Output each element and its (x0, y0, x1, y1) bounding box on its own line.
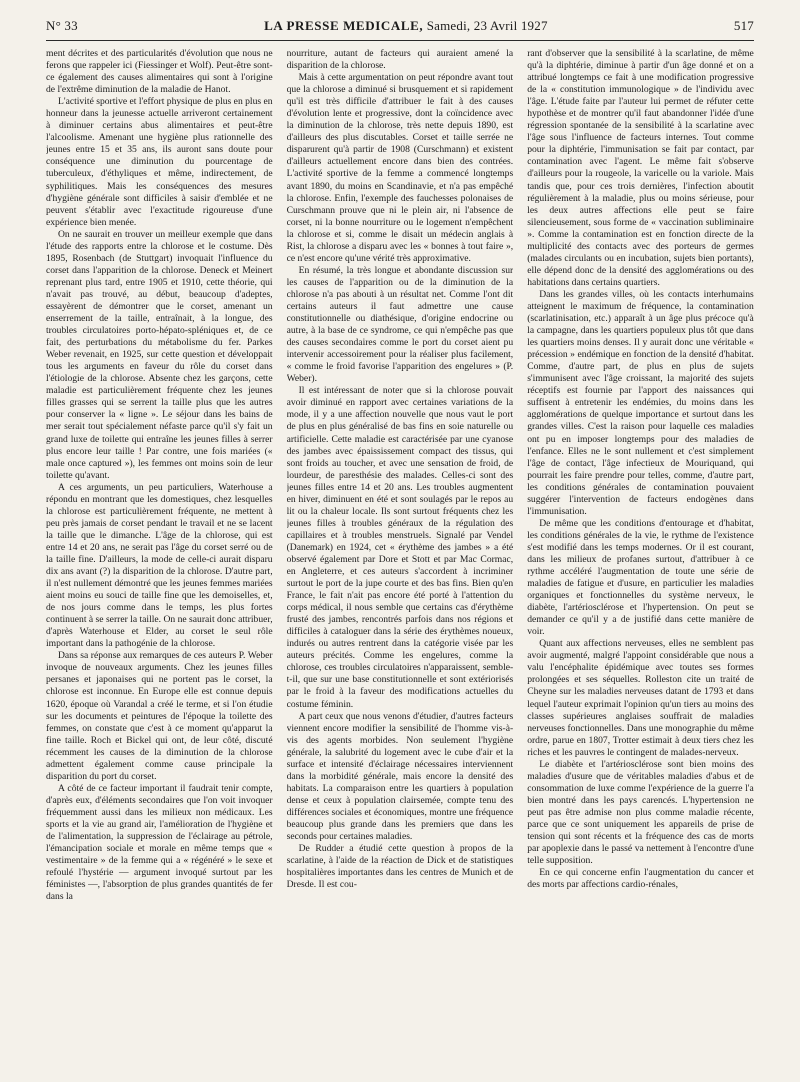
journal-name: LA PRESSE MEDICALE, (264, 18, 424, 33)
paragraph: Mais à cette argumentation on peut répondre avant tout que la chlorose a diminué si brusquement et si rapidement qu'il est très difficile d'attribuer le fait à des causes d'évolution lente et progressive, dont la coïncidence avec la diminution de la chlorose, très nette depuis 1890, est d'ailleurs des plus discutables. Corset et taille serrée ne disparurent qu'à partir de 1908 (Curschmann) et existent d'ailleurs actuellement encore dans bien des contrées. L'activité sportive de la femme a commencé longtemps avant 1890, du moins en Scandinavie, et n'a pas empêché la chlorose. Enfin, l'exemple des fauchesses polonaises de Curschmann prouve que ni le plein air, ni l'absence de corset, ni la bonne nourriture ou le logement n'empêchent la chlorose et si, comme le disait un médecin anglais à Rist, la chlorose a disparu avec les « bonnes à tout faire », ce n'est encore qu'une vérité très approximative. (286, 72, 514, 264)
issue-number: N° 33 (46, 18, 78, 33)
paragraph: En ce qui concerne enfin l'augmentation du cancer et des morts par affections cardio-rénales, (527, 867, 754, 891)
running-title (264, 18, 548, 34)
paragraph: De même que les conditions d'entourage et d'habitat, les conditions générales de la vie, le rythme de l'existence s'est modifié dans les temps modernes. Or il est courant, dans les milieux de profanes surtout, d'attribuer à ce rythme accéléré l'augmentation de toute une série de maladies de fatigue et d'usure, en particulier les maladies organiques et fonctionnelles du système nerveux, le diabète, l'artériosclérose et l'hypertension. On peut se demander ce qu'il y a de justifié dans cette manière de voir. (527, 517, 754, 638)
paragraph: Il est intéressant de noter que si la chlorose pouvait avoir diminué en rapport avec certaines variations de la mode, il y a une affection nouvelle que nous vaut le port de plus en plus généralisé de bas fins en soie naturelle ou artificielle. Cette maladie est caractérisée par une cyanose des jambes avec épaississement compact des tissus, qui sont froids au toucher, et avec une sensation de froid, de lourdeur, de paresthésie des malades. Celles-ci sont des jeunes filles entre 14 et 20 ans. Les troubles augmentent en hiver, diminuent en été et sont soulagés par le repos au lit ou la chaleur locale. Ils sont surtout fréquents chez les jeunes filles à troubles généraux de la régulation des capillaires et à troubles menstruels. Signalé par Vendel (Danemark) en 1924, cet « érythème des jambes » a été observé également par Dore et Stott et par Mac Cormac, en Angleterre, et ces auteurs s'accordent à incriminer surtout le port de la jupe courte et des bas fins. Bien qu'en France, le fait n'ait pas encore été porté à l'attention du corps médical, il nous semble que certains cas d'érythème frusté des jambes, rencontrés parfois dans nos régions et difficiles à cataloguer dans la série des érythèmes noueux, indurés ou autres rentrent dans la catégorie visée par les auteurs précités. Comme les engelures, comme la chlorose, ces troubles circulatoires n'apparaissent, semble-t-il, que sur une base constitutionnelle et sont extériorisés par le froid à la faveur des modifications actuelles du costume féminin. (286, 385, 514, 710)
paragraph: Dans sa réponse aux remarques de ces auteurs P. Weber invoque de nouveaux arguments. Chez les jeunes filles persanes et japonaises qui ne portent pas le corset, la chlorose est inconnue. En Europe elle est connue depuis 1620, époque où Varandal a créé le terme, et si l'on étudie sur les documents et peintures de l'époque la toilette des femmes, on constate que c'est à ce moment qu'apparut la fine taille. Roch et Bickel qui ont, de leur côté, discuté récemment les causes de la diminution de la chlorose admettent également comme cause principale la disparition du port du corset. (46, 650, 273, 782)
page-header (46, 18, 754, 40)
page-number: 517 (733, 18, 754, 33)
paragraph: ment décrites et des particularités d'évolution que nous ne ferons que rappeler ici (Fiessinger et Wolf). Peut-être sont-ce également des causes alimentaires qui sont à l'origine de l'extrême diminution de la maladie de Hanot. (46, 48, 273, 96)
issue-date: Samedi, 23 Avril 1927 (426, 18, 548, 33)
paragraph: rant d'observer que la sensibilité à la scarlatine, de même qu'à la diphtérie, diminue à partir d'un âge donné et on a attribué longtemps ce fait à une modification progressive de la « constitution immunologique » de l'individu avec l'âge. L'étude faite par l'auteur lui permet de réfuter cette hypothèse et de montrer qu'il faut abandonner l'idée d'une régression spontanée de la sensibilité à la scarlatine avec l'âge sous l'influence de facteurs internes. Tout comme pour la diphtérie, l'immunisation se fait par contact, par contamination avec l'agent. Le même fait s'observe d'ailleurs pour la rougeole, la varicelle ou la variole. Mais tandis que, pour ces trois dernières, l'infection aboutit régulièrement à la maladie, plus ou moins sérieuse, pour les deux autres affections elle peut se faire silencieusement, sous forme de « vaccination subliminaire ». Comme la contamination est en fonction directe de la multiplicité des contacts avec des porteurs de germes (malades circulants ou en incubation, sujets bien portants), elle dépend donc de la densité des agglomérations ou des habitations dans certains quartiers. (527, 48, 754, 288)
text-column-3 (527, 48, 754, 1068)
text-column-1 (46, 48, 273, 1068)
paragraph: De Rudder a étudié cette question à propos de la scarlatine, à l'aide de la réaction de Dick et de statistiques hospitalières importantes dans les centres de Munich et de Dresde. Il est cou- (286, 843, 514, 891)
paragraph: Le diabète et l'artériosclérose sont bien moins des maladies d'usure que de véritables maladies d'abus et de consommation de luxe comme l'expérience de la guerre l'a bien montré dans les pays carencés. L'hypertension ne peut pas être admise non plus comme maladie récente, parce que ce sont uniquement les appareils de prise de tension qui sont récents et la fréquence des cas de morts par apoplexie dans le passé va nettement à l'encontre d'une telle supposition. (527, 758, 754, 867)
paragraph: Quant aux affections nerveuses, elles ne semblent pas avoir augmenté, malgré l'appoint considérable que nous a valu l'encéphalite épidémique avec toutes ses formes prolongées et ses séquelles. Rolleston cite un traité de Cheyne sur les maladies nerveuses datant de 1793 et dans lequel l'auteur exprimait l'opinion qu'un tiers au moins des classes supérieures anglaises souffrait de maladies nerveuses fonctionnelles. Dans une monographie du même ordre, parue en 1807, Trotter estimait à deux tiers chez les riches et les pauvres le contingent de malades-nerveux. (527, 638, 754, 758)
paragraph: A part ceux que nous venons d'étudier, d'autres facteurs viennent encore modifier la sensibilité de l'homme vis-à-vis des agents morbides. Non seulement l'hygiène générale, la salubrité du logement avec le cube d'air et la surface et intensité d'éclairage nécessaires interviennent dans la morbidité générale, mais encore la densité des habitats. La comparaison entre les quartiers à population dense et ceux à population clairsemée, compte tenu des différences sociales et économiques, montre une fréquence beaucoup plus grande dans les premiers que dans les seconds pour certaines maladies. (286, 710, 514, 843)
paragraph: A côté de ce facteur important il faudrait tenir compte, d'après eux, d'éléments secondaires que l'on voit invoquer fréquemment aussi dans les milieux non médicaux. Les sports et la vie au grand air, l'amélioration de l'hygiène et de l'alimentation, la suppression de l'éclairage au pétrole, l'émancipation sociale et morale en même temps que « vestimentaire » de la femme qui a « régénéré » le sexe et refoulé l'hystérie — argument invoqué surtout par les féministes —, l'absorption de plus grandes quantités de fer dans la (46, 782, 273, 903)
paragraph: Dans les grandes villes, où les contacts interhumains atteignent le maximum de fréquence, la contamination (scarlatinisation, etc.) apparaît à un âge plus précoce qu'à la campagne, dans les quartiers populeux plus tôt que dans les quartiers moins denses. Il y aurait donc une véritable « précession » endémique en fonction de la densité d'habitat. Comme, d'autre part, de plus en plus de sujets s'immunisent avec l'âge croissant, la majorité des sujets réceptifs est fournie par l'apport des naissances qui suffisent à entretenir les endémies, du moins dans les agglomérations de quelque importance et surtout dans les grandes villes. C'est la raison pour laquelle ces maladies ont pu en imposer longtemps pour des maladies de l'enfance. Elles ne le sont nullement et c'est simplement l'âge de contact, l'âge infectieux de Mouriquand, qui pourrait les faire prendre pour telles, comme, d'autre part, les conditions générales de contamination pouvaient suggérer l'intervention de facteurs endogènes dans l'immunisation. (527, 288, 754, 517)
paragraph: L'activité sportive et l'effort physique de plus en plus en honneur dans la jeunesse actuelle arriveront certainement à diminuer certains abus alimentaires et peut-être l'alcoolisme. Amenant une hygiène plus rationnelle des jeunes entre 15 et 35 ans, ils auront sans doute pour conséquence une diminution du pourcentage de tuberculeux, d'éthyliques et même, indirectement, de syphilitiques. Mais les conséquences des mesures d'hygiène générale sont difficiles à saisir d'emblée et ne peuvent s'établir avec l'exactitude rigoureuse d'une expérience bien menée. (46, 96, 273, 228)
paragraph: En résumé, la très longue et abondante discussion sur les causes de l'apparition ou de la diminution de la chlorose n'a pas abouti à un résultat net. Comme l'ont dit certains auteurs il faut admettre une cause constitutionnelle ou diathésique, d'origine endocrine ou autre, à la base de ce syndrome, ce qui n'empêche pas que des causes secondaires comme le port du corset aient pu intervenir accessoirement pour la réaliser plus facilement, « comme le froid favorise l'apparition des engelures » (P. Weber). (286, 264, 514, 385)
paragraph: A ces arguments, un peu particuliers, Waterhouse a répondu en montrant que les domestiques, chez lesquelles la chlorose est particulièrement fréquente, ne mettent à peu près jamais de corset pendant le travail et ne se lacent la taille que le dimanche. L'âge de la chlorose, qui est entre 14 et 20 ans, ne serait pas l'âge du corset serré ou de la taille fine. D'ailleurs, la mode de celle-ci aurait disparu dix ans avant (?) la disparition de la chlorose. D'autre part, il n'est nullement démontré que les jeunes femmes mariées aient moins eu souci de taille fine que les demoiselles, et, de nos jours comme dans le temps, les plus fortes continuent à se serrer la taille. On ne saurait donc attribuer, d'après Waterhouse et Elder, au corset le seul rôle important dans la pathogénie de la chlorose. (46, 481, 273, 650)
header-rule (46, 40, 754, 41)
article-body (46, 48, 754, 1068)
text-column-2 (287, 48, 514, 1068)
paragraph: nourriture, autant de facteurs qui auraient amené la disparition de la chlorose. (286, 48, 514, 72)
paragraph: On ne saurait en trouver un meilleur exemple que dans l'étude des rapports entre la chlorose et le costume. Dès 1895, Rosenbach (de Stuttgart) invoquait l'influence du corset dans l'apparition de la chlorose. Deneck et Meinert reprenant plus tard, entre 1905 et 1910, cette théorie, qui n'avait pas trouvé, au début, beaucoup d'adeptes, essayèrent de démontrer que le corset, amenant un enserrement de la taille, entraînait, à la longue, des troubles circulatoires porto-hépato-spléniques et, de ce fait, des perturbations du métabolisme du fer. Parkes Weber revenait, en 1925, sur cette question et développait tous les arguments en faveur du rôle du corset dans l'étiologie de la chlorose. Absente chez les garçons, cette maladie est particulièrement fréquente chez les jeunes filles grasses qui se serrent la taille plus que les autres pour conserver la « ligne ». Le séjour dans les bains de mer serait tout spécialement néfaste parce qu'il s'y fait un grand luxe de toilette qui entraîne les jeunes filles à serrer plus encore leur taille ! Par contre, une fois mariées (« male once captured »), les femmes ont moins soin de leur toilette qu'avant. (46, 228, 273, 481)
